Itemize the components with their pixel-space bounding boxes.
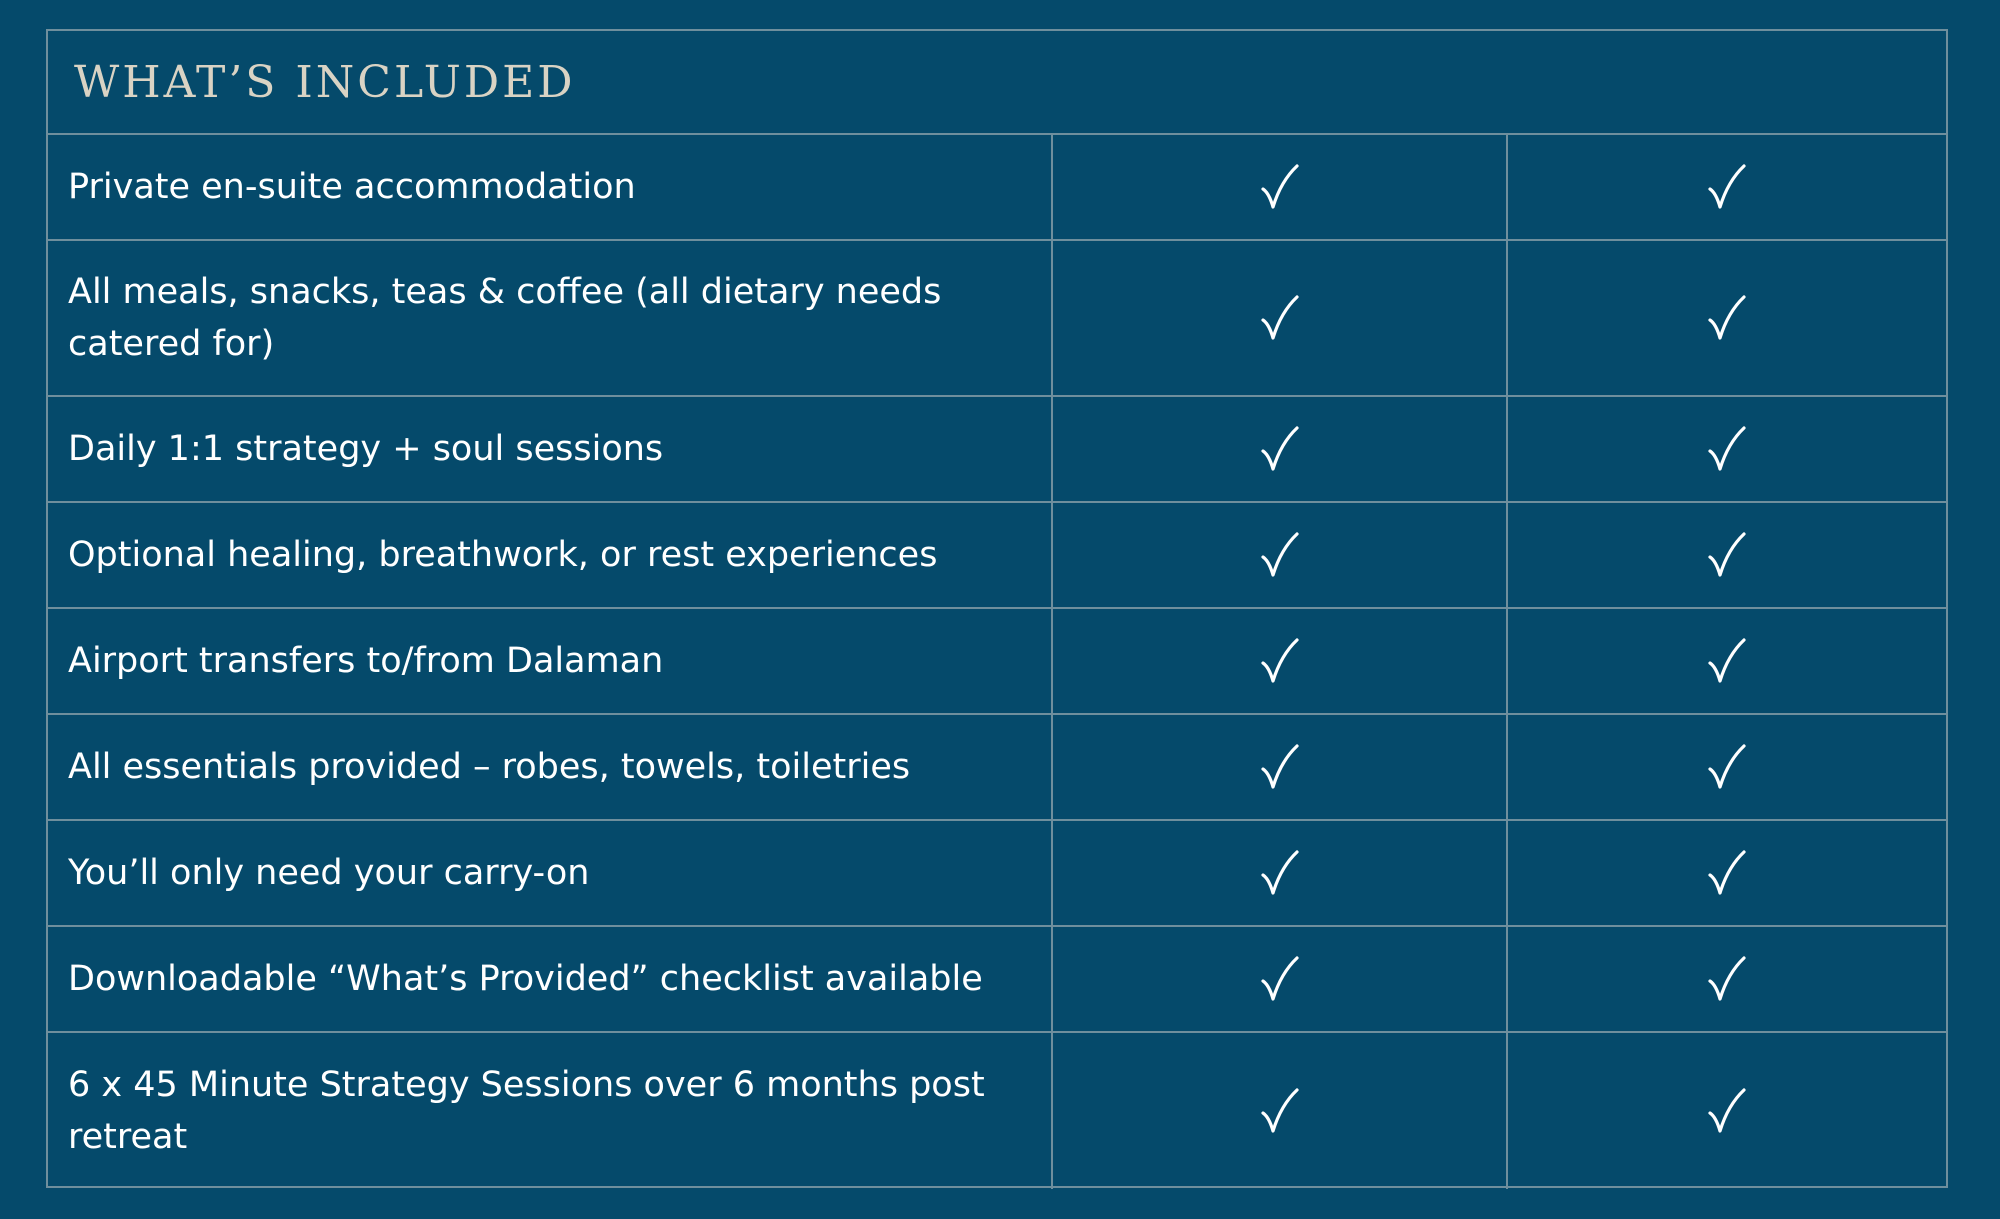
check-mark-icon <box>1259 637 1301 685</box>
row-label: You’ll only need your carry-on <box>48 821 1053 925</box>
table-row <box>48 241 1946 397</box>
check-mark-icon <box>1706 163 1748 211</box>
inclusions-table <box>46 29 1948 1188</box>
table-row <box>48 609 1946 715</box>
row-label: All essentials provided – robes, towels, toiletries <box>48 715 1053 819</box>
check-cell <box>1508 715 1946 819</box>
check-cell <box>1508 503 1946 607</box>
check-cell <box>1508 927 1946 1031</box>
check-cell <box>1053 503 1508 607</box>
table-row <box>48 1033 1946 1189</box>
check-mark-icon <box>1259 1087 1301 1135</box>
check-cell <box>1053 1033 1508 1189</box>
check-cell <box>1053 135 1508 239</box>
row-label: Downloadable “What’s Provided” checklist available <box>48 927 1053 1031</box>
check-cell <box>1508 135 1946 239</box>
check-mark-icon <box>1706 1087 1748 1135</box>
check-cell <box>1508 241 1946 395</box>
table-row <box>48 715 1946 821</box>
check-cell <box>1053 715 1508 819</box>
table-body <box>48 135 1946 1189</box>
check-cell <box>1508 821 1946 925</box>
table-header <box>48 31 1946 135</box>
table-row <box>48 397 1946 503</box>
check-mark-icon <box>1706 743 1748 791</box>
check-mark-icon <box>1706 425 1748 473</box>
check-mark-icon <box>1706 531 1748 579</box>
check-cell <box>1508 1033 1946 1189</box>
check-mark-icon <box>1706 849 1748 897</box>
check-cell <box>1053 927 1508 1031</box>
check-mark-icon <box>1706 294 1748 342</box>
check-mark-icon <box>1259 163 1301 211</box>
check-cell <box>1053 821 1508 925</box>
row-label: Airport transfers to/from Dalaman <box>48 609 1053 713</box>
check-mark-icon <box>1259 425 1301 473</box>
check-mark-icon <box>1259 294 1301 342</box>
table-heading: WHAT’S INCLUDED <box>74 56 576 108</box>
check-cell <box>1053 609 1508 713</box>
table-row <box>48 503 1946 609</box>
table-row <box>48 135 1946 241</box>
check-cell <box>1053 241 1508 395</box>
row-label: Daily 1:1 strategy + soul sessions <box>48 397 1053 501</box>
check-mark-icon <box>1706 955 1748 1003</box>
row-label: All meals, snacks, teas & coffee (all dietary needs catered for) <box>48 241 1053 395</box>
check-mark-icon <box>1259 531 1301 579</box>
row-label: Private en-suite accommodation <box>48 135 1053 239</box>
check-cell <box>1053 397 1508 501</box>
check-mark-icon <box>1259 743 1301 791</box>
row-label: Optional healing, breathwork, or rest experiences <box>48 503 1053 607</box>
row-label: 6 x 45 Minute Strategy Sessions over 6 months post retreat <box>48 1033 1053 1189</box>
check-cell <box>1508 609 1946 713</box>
check-cell <box>1508 397 1946 501</box>
check-mark-icon <box>1706 637 1748 685</box>
table-row <box>48 927 1946 1033</box>
table-row <box>48 821 1946 927</box>
check-mark-icon <box>1259 849 1301 897</box>
check-mark-icon <box>1259 955 1301 1003</box>
